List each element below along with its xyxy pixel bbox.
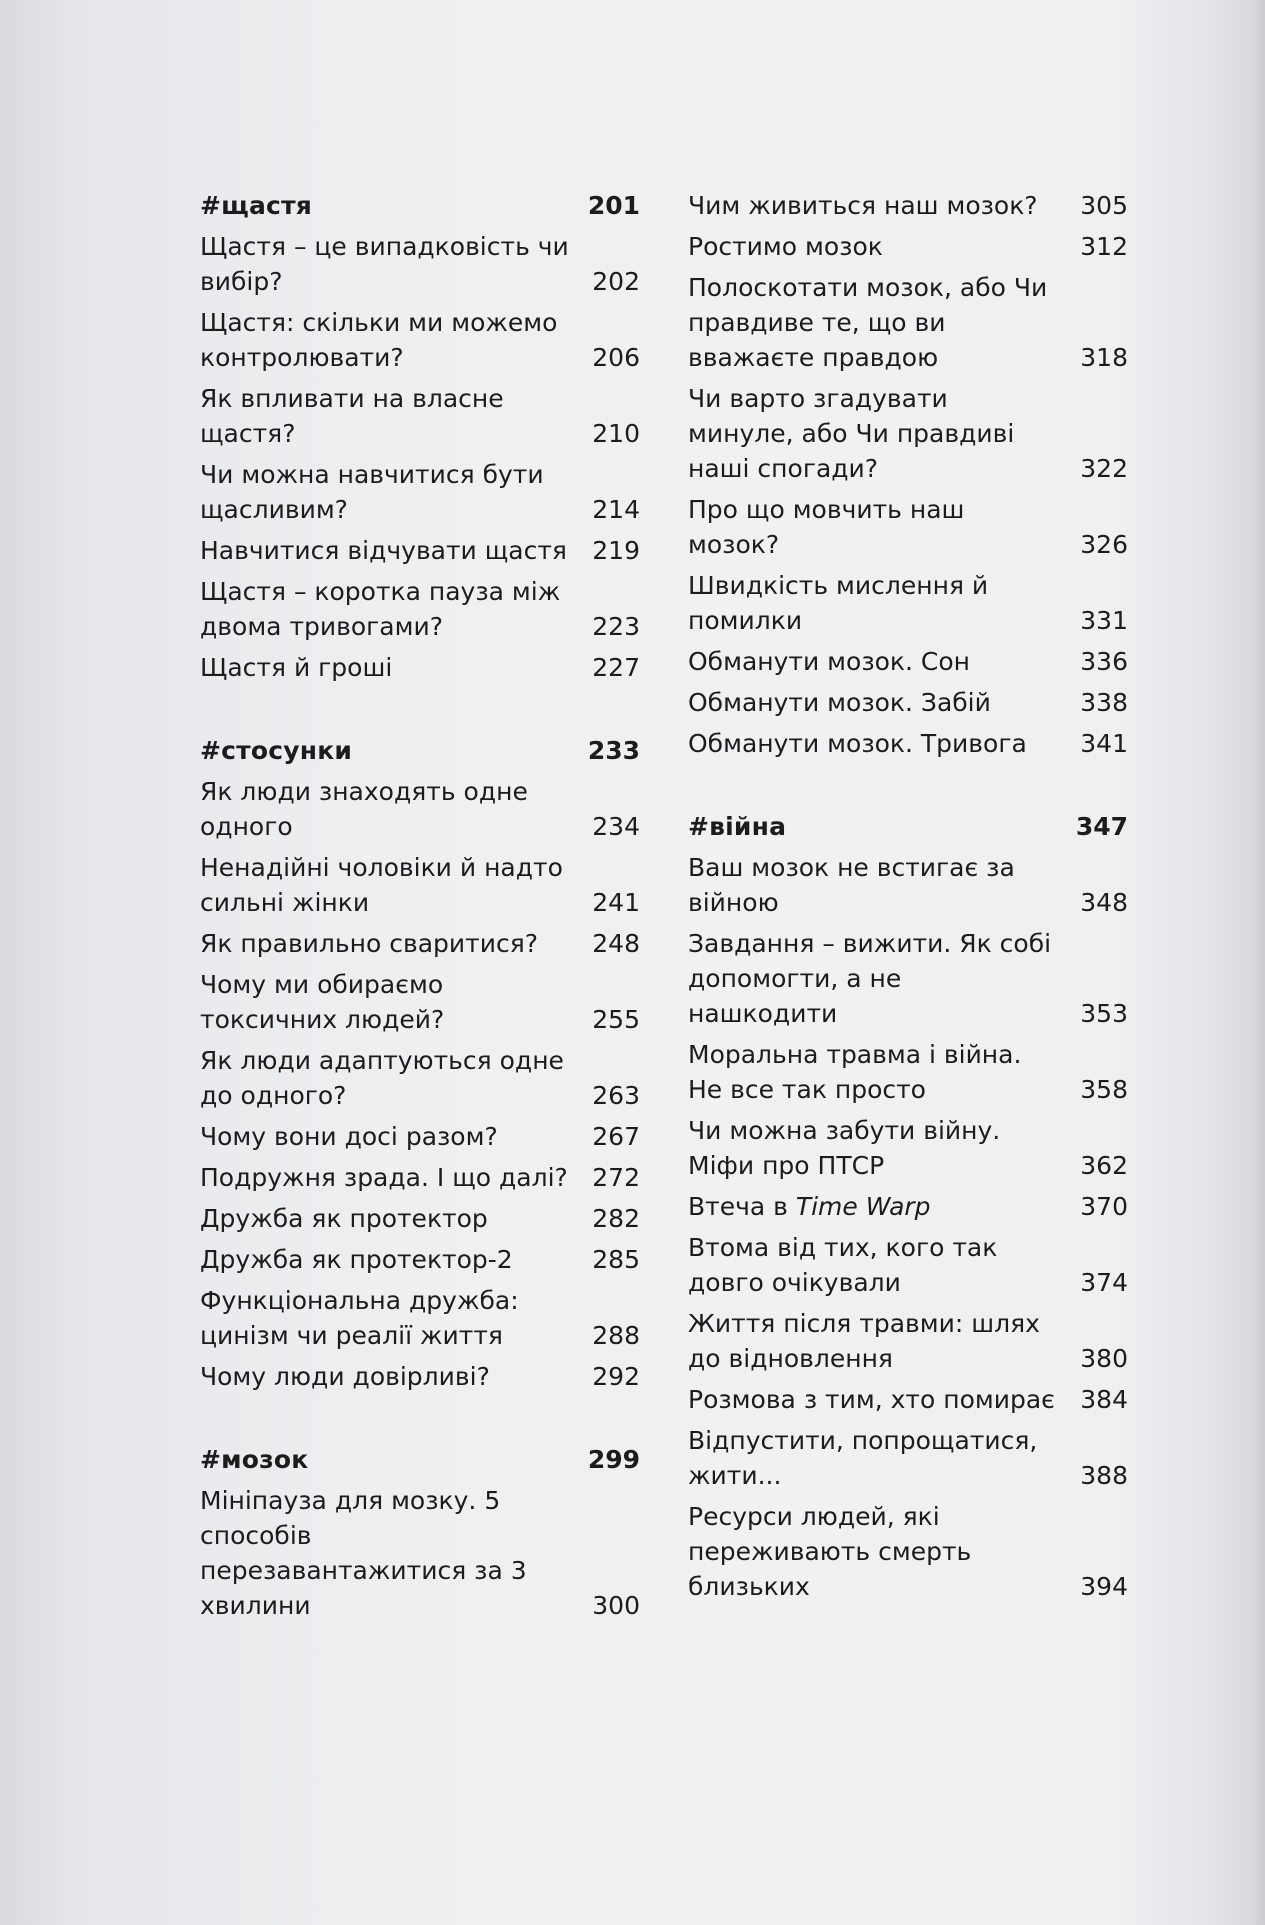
entry-title — [200, 1201, 570, 1236]
toc-entry — [688, 1306, 1128, 1376]
section-gap — [200, 691, 640, 733]
page-number: 223 — [592, 612, 640, 641]
page-number: 267 — [592, 1122, 640, 1151]
page-number: 305 — [1080, 191, 1128, 220]
toc-entry — [200, 650, 640, 685]
page-number: 241 — [592, 888, 640, 917]
title-text: Втеча в — [688, 1192, 788, 1221]
title-text: Розмова з тим, хто помирає — [688, 1385, 1055, 1414]
page-number: 219 — [592, 536, 640, 565]
entry-title — [688, 926, 1058, 1031]
toc-entry — [200, 850, 640, 920]
entry-title — [200, 967, 570, 1037]
title-text: Обманути мозок. Сон — [688, 647, 971, 676]
entry-title — [688, 726, 1058, 761]
entry-title — [688, 381, 1058, 486]
title-text: Дружба як протектор — [200, 1204, 488, 1233]
entry-title — [688, 685, 1058, 720]
toc-entry — [688, 492, 1128, 562]
entry-title — [688, 850, 1058, 920]
title-text: Як впливати на власне щастя? — [200, 384, 504, 448]
page-number: 338 — [1080, 688, 1128, 717]
title-text: Чи варто згадувати минуле, або Чи правдиві наші спогади? — [688, 384, 1015, 483]
entry-title — [200, 926, 570, 961]
toc-entry — [688, 1423, 1128, 1493]
entry-title — [200, 229, 570, 299]
title-text: Ваш мозок не встигає за війною — [688, 853, 1015, 917]
toc-entry — [688, 270, 1128, 375]
title-text: Відпустити, попрощатися, жити... — [688, 1426, 1038, 1490]
toc-entry — [200, 574, 640, 644]
page-number: 326 — [1080, 530, 1128, 559]
toc-section-heading — [200, 733, 640, 768]
entry-title — [200, 850, 570, 920]
toc-entry — [200, 1359, 640, 1394]
page-number: 210 — [592, 419, 640, 448]
entry-title — [688, 492, 1058, 562]
page-number: 331 — [1080, 606, 1128, 635]
page-number: 388 — [1080, 1461, 1128, 1490]
toc-entry — [200, 1043, 640, 1113]
page-number: 353 — [1080, 999, 1128, 1028]
section-title — [200, 188, 570, 223]
section-gap — [688, 767, 1128, 809]
toc-entry — [200, 229, 640, 299]
entry-title — [200, 381, 570, 451]
title-text: Щастя – коротка пауза між двома тривогами? — [200, 577, 561, 641]
entry-title — [688, 568, 1058, 638]
entry-title — [688, 1382, 1058, 1417]
title-text: Обманути мозок. Тривога — [688, 729, 1027, 758]
entry-title — [688, 1423, 1058, 1493]
toc-entry — [688, 1113, 1128, 1183]
entry-title — [200, 1119, 570, 1154]
toc-entry — [688, 1037, 1128, 1107]
toc-entry — [688, 1382, 1128, 1417]
title-text: Подружня зрада. І що далі? — [200, 1163, 568, 1192]
page-number: 201 — [587, 191, 640, 220]
title-text: Чи можна забути війну. Міфи про ПТСР — [688, 1116, 1001, 1180]
page-number: 248 — [592, 929, 640, 958]
entry-title — [200, 457, 570, 527]
title-text: Чим живиться наш мозок? — [688, 191, 1038, 220]
entry-title — [200, 774, 570, 844]
page-number: 292 — [592, 1362, 640, 1391]
title-text: Обманути мозок. Забій — [688, 688, 991, 717]
page-number: 285 — [592, 1245, 640, 1274]
entry-title — [688, 229, 1058, 264]
entry-title — [200, 1483, 570, 1623]
page-number: 341 — [1080, 729, 1128, 758]
entry-title — [200, 1242, 570, 1277]
toc-entry — [688, 644, 1128, 679]
page-number: 272 — [592, 1163, 640, 1192]
entry-title — [688, 1189, 1058, 1224]
title-text: Швидкість мислення й помилки — [688, 571, 989, 635]
page-number: 288 — [592, 1321, 640, 1350]
toc-entry — [688, 568, 1128, 638]
entry-title — [688, 1113, 1058, 1183]
page-number: 202 — [592, 267, 640, 296]
page-number: 362 — [1080, 1151, 1128, 1180]
page-number: 300 — [592, 1591, 640, 1620]
page-number: 384 — [1080, 1385, 1128, 1414]
title-text: #мозок — [200, 1445, 309, 1474]
title-text: Чому вони досі разом? — [200, 1122, 498, 1151]
title-text: Як правильно сваритися? — [200, 929, 539, 958]
toc-entry — [200, 1160, 640, 1195]
title-text: Навчитися відчувати щастя — [200, 536, 567, 565]
toc-entry — [200, 533, 640, 568]
page-number: 206 — [592, 343, 640, 372]
title-text: Ненадійні чоловіки й надто сильні жінки — [200, 853, 563, 917]
section-title — [688, 809, 1058, 844]
toc-entry — [200, 381, 640, 451]
title-text: Дружба як протектор-2 — [200, 1245, 513, 1274]
page-number: 380 — [1080, 1344, 1128, 1373]
page-number: 263 — [592, 1081, 640, 1110]
title-text: Втома від тих, кого так довго очікували — [688, 1233, 998, 1297]
title-text: Ресурси людей, які переживають смерть близьких — [688, 1502, 972, 1601]
entry-title — [200, 650, 570, 685]
title-italic-text: Time Warp — [795, 1192, 931, 1221]
toc-entry — [200, 1283, 640, 1353]
title-text: Полоскотати мозок, або Чи правдиве те, що ви вважаєте правдою — [688, 273, 1048, 372]
title-text: Мініпауза для мозку. 5 способів перезавантажитися за 3 хвилини — [200, 1486, 527, 1620]
title-text: Чому люди довірливі? — [200, 1362, 490, 1391]
page-number: 318 — [1080, 343, 1128, 372]
toc-entry — [200, 457, 640, 527]
page-edge — [1251, 0, 1265, 1925]
title-text: Моральна травма і війна. Не все так просто — [688, 1040, 1022, 1104]
toc-section-heading — [688, 809, 1128, 844]
page-number: 394 — [1080, 1572, 1128, 1601]
toc-section-heading — [200, 188, 640, 223]
toc-entry — [688, 1230, 1128, 1300]
entry-title — [688, 1306, 1058, 1376]
toc-section-heading — [200, 1442, 640, 1477]
title-text: #війна — [688, 812, 787, 841]
entry-title — [688, 188, 1058, 223]
title-text: Функціональна дружба: цинізм чи реалії життя — [200, 1286, 519, 1350]
title-text: Щастя: скільки ми можемо контролювати? — [200, 308, 558, 372]
toc-entry — [688, 1499, 1128, 1604]
toc-entry — [200, 1483, 640, 1623]
page-number: 255 — [592, 1005, 640, 1034]
toc-entry — [688, 726, 1128, 761]
title-text: Завдання – вижити. Як собі допомогти, а не нашкодити — [688, 929, 1052, 1028]
entry-title — [200, 1160, 570, 1195]
title-text: Ростимо мозок — [688, 232, 883, 261]
entry-title — [688, 1499, 1058, 1604]
entry-title — [688, 644, 1058, 679]
title-text: Чому ми обираємо токсичних людей? — [200, 970, 445, 1034]
title-text: Як люди адаптуються одне до одного? — [200, 1046, 564, 1110]
toc-entry — [200, 926, 640, 961]
toc-entry — [200, 1119, 640, 1154]
page-number: 312 — [1080, 232, 1128, 261]
entry-title — [200, 1043, 570, 1113]
toc-entry — [200, 305, 640, 375]
section-gap — [200, 1400, 640, 1442]
entry-title — [200, 1359, 570, 1394]
entry-title — [688, 270, 1058, 375]
toc-entry — [688, 850, 1128, 920]
toc-entry — [688, 685, 1128, 720]
title-text: Чи можна навчитися бути щасливим? — [200, 460, 544, 524]
toc-entry — [688, 229, 1128, 264]
title-text: Життя після травми: шлях до відновлення — [688, 1309, 1040, 1373]
toc-right-column — [688, 188, 1128, 1610]
page-number: 299 — [587, 1445, 640, 1474]
page-number: 234 — [592, 812, 640, 841]
title-text: #щастя — [200, 191, 313, 220]
title-text: #стосунки — [200, 736, 353, 765]
toc-entry — [200, 967, 640, 1037]
title-text: Про що мовчить наш мозок? — [688, 495, 965, 559]
page-number: 233 — [587, 736, 640, 765]
toc-entry — [200, 1242, 640, 1277]
toc-entry — [200, 1201, 640, 1236]
page-number: 336 — [1080, 647, 1128, 676]
title-text: Як люди знаходять одне одного — [200, 777, 528, 841]
title-text: Щастя й гроші — [200, 653, 393, 682]
page-number: 358 — [1080, 1075, 1128, 1104]
page-number: 227 — [592, 653, 640, 682]
toc-left-column — [200, 188, 640, 1629]
entry-title — [200, 574, 570, 644]
entry-title — [200, 305, 570, 375]
page-number: 374 — [1080, 1268, 1128, 1297]
toc-entry — [688, 381, 1128, 486]
page-number: 370 — [1080, 1192, 1128, 1221]
page-number: 214 — [592, 495, 640, 524]
toc-entry — [200, 774, 640, 844]
toc-entry — [688, 188, 1128, 223]
title-text: Щастя – це випадковість чи вибір? — [200, 232, 569, 296]
toc-entry — [688, 926, 1128, 1031]
page-number: 348 — [1080, 888, 1128, 917]
entry-title — [688, 1037, 1058, 1107]
page-number: 322 — [1080, 454, 1128, 483]
entry-title — [688, 1230, 1058, 1300]
entry-title — [200, 1283, 570, 1353]
page-number: 347 — [1075, 812, 1128, 841]
section-title — [200, 733, 570, 768]
page-number: 282 — [592, 1204, 640, 1233]
toc-entry — [688, 1189, 1128, 1224]
section-title — [200, 1442, 570, 1477]
entry-title — [200, 533, 570, 568]
